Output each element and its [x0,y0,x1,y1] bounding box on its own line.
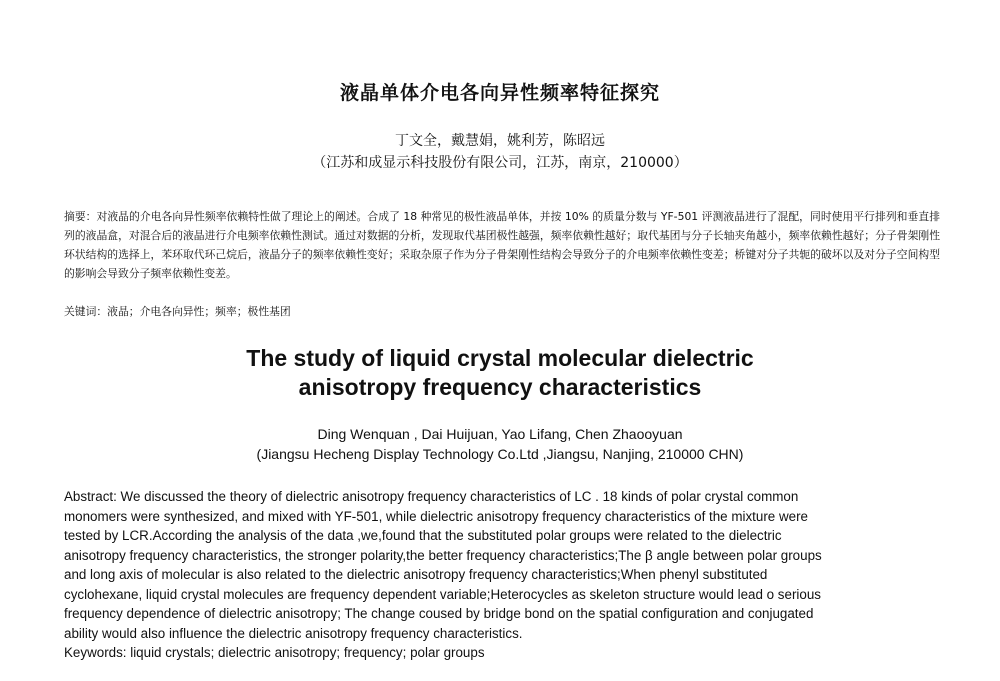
english-abstract [64,487,940,643]
abstract-line: cyclohexane, liquid crystal molecules are frequency dependent variable;Heterocycles as skeleton structure would lead o serious [64,586,821,602]
chinese-abstract: 摘要：对液晶的介电各向异性频率依赖特性做了理论上的阐述。合成了 18 种常见的极性液晶单体，并按 10% 的质量分数与 YF-501 评测液晶进行了混配，同时使用平行排列和垂直排列的液晶盒，对混合后的液晶进行介电频率依赖性测试。通过对数据的分析，发现取代基团极性越强，频率依赖性越好；取代基团与分子长轴夹角越小，频率依赖性越好；分子骨架刚性环状结构的选择上，苯环取代环己烷后，液晶分子的频率依赖性变好；采取杂原子作为分子骨架刚性结构会导致分子的介电频率依赖性变差；桥键对分子共轭的破坏以及对分子空间构型的影响会导致分子频率依赖性变差。 [64,210,940,280]
chinese-keywords: 关键词：液晶；介电各向异性；频率；极性基团 [64,305,291,318]
english-affiliation: (Jiangsu Hecheng Display Technology Co.Ltd ,Jiangsu, Nanjing, 210000 CHN) [256,446,744,462]
abstract-line: frequency dependence of dielectric anisotropy; The change coused by bridge bond on the spatial configuration and conjugated [64,606,814,621]
english-keywords: Keywords: liquid crystals; dielectric anisotropy; frequency; polar groups [64,645,485,660]
english-authors: Ding Wenquan , Dai Huijuan, Yao Lifang, Chen Zhaooyuan [317,426,683,442]
abstract-line: monomers were synthesized, and mixed with YF-501, while dielectric anisotropy frequency characteristics of the mixture were [64,508,808,524]
english-title-line-1: The study of liquid crystal molecular dielectric [246,345,754,371]
abstract-line: anisotropy frequency characteristics, the stronger polarity,the better frequency characteristics;The β angle between polar groups [64,547,822,563]
abstract-line: tested by LCR.According the analysis of the data ,we,found that the substituted polar groups were related to the dielectric [64,528,782,543]
abstract-line: and long axis of molecular is also related to the dielectric anisotropy frequency characteristics;When phenyl substituted [64,567,768,582]
abstract-line: ability would also influence the dielectric anisotropy frequency characteristics. [64,625,523,641]
abstract-line: Abstract: We discussed the theory of dielectric anisotropy frequency characteristics of LC . 18 kinds of polar crystal common [64,489,799,504]
english-title-line-2: anisotropy frequency characteristics [298,374,702,400]
chinese-title: 液晶单体介电各向异性频率特征探究 [339,82,660,104]
chinese-affiliation: （江苏和成显示科技股份有限公司，江苏，南京，210000） [312,155,688,171]
english-title [0,344,1000,402]
chinese-authors: 丁文全，戴慧娟，姚利芳，陈昭远 [395,133,605,149]
